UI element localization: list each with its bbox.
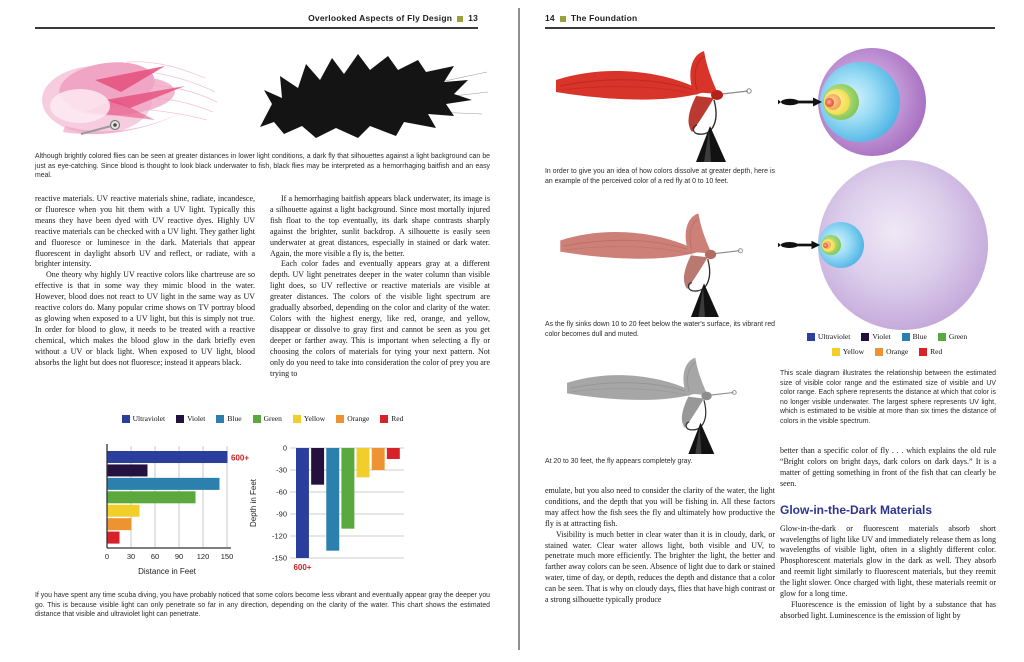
- page-right: [530, 0, 1024, 662]
- red-visibility-sphere: [825, 98, 834, 107]
- svg-text:-90: -90: [276, 509, 287, 519]
- right-header-title: The Foundation: [570, 13, 638, 23]
- gray-fly-20-30ft-caption: At 20 to 30 feet, the fly appears completely gray.: [545, 458, 693, 465]
- legend-item-ultraviolet: [122, 414, 166, 423]
- square-bullet-icon: [457, 16, 463, 22]
- legend-item-blue: [902, 332, 927, 341]
- black-fly-image: [240, 42, 490, 148]
- svg-text:150: 150: [220, 552, 234, 561]
- legend-item-yellow: [832, 347, 864, 356]
- left-page-column-1: [35, 194, 255, 379]
- right-page-column-2: [780, 446, 996, 622]
- svg-text:120: 120: [196, 552, 210, 561]
- legend-swatch-icon: [176, 415, 184, 423]
- fish-arrow-icon: [778, 238, 822, 252]
- svg-text:-30: -30: [276, 465, 287, 475]
- svg-text:600+: 600+: [293, 563, 312, 572]
- legend-item-green: [253, 414, 282, 423]
- legend-label: Red: [391, 414, 404, 423]
- paragraph: reactive materials. UV reactive materials shine, radiate, incandesce, or fluoresce when you hit them with a UV light. Typically this means they have been dyed with UV reactive dyes. Highly UV reactive materials can be checked with a UV light. They gather light and fluoresce or luminesce in the dark. Materials that appear fluorescent in daylight absorb UV and reflect, or radiate, with a brighter intensity.: [35, 194, 255, 269]
- legend-label: Violet: [187, 414, 206, 423]
- svg-text:90: 90: [174, 552, 184, 561]
- chart-caption: If you have spent any time scuba diving, you have probably noticed that some colors become less vibrant and eventually appear gray the deeper you go. This is because visible light can only penetrate so far in any direction, depending on the clarity of the water. This chart shows the estimated distance that visible and ultraviolet light can penetrate.: [35, 592, 490, 619]
- paragraph: Fluorescence is the emission of light by a substance that has absorbed light. Luminescence is the emission of light by: [780, 599, 996, 620]
- left-page-header: [35, 13, 478, 29]
- svg-text:Depth in Feet: Depth in Feet: [249, 478, 258, 528]
- red-fly-10-20ft-caption: As the fly sinks down 10 to 20 feet below the water's surface, its vibrant red color becomes dull and muted.: [545, 321, 775, 338]
- svg-text:Distance in Feet: Distance in Feet: [138, 567, 196, 576]
- svg-text:0: 0: [104, 552, 110, 561]
- svg-text:0: 0: [282, 443, 287, 453]
- red-fly-0-10ft-image: [550, 42, 765, 162]
- svg-text:60: 60: [150, 552, 160, 561]
- right-page-header: [545, 13, 995, 29]
- paragraph: Visibility is much better in clear water than it is in cloudy, dark, or stained water. Clear water allows light, both visible and UV, to penetrate much more efficiently. The brighter the light, the better and farther away colors can be seen. Absence of light due to dark or stained water, time of day, or depth, reduces the depth and distance that a color can be seen. That is why on cloudy days, flies that have high contrast or a strong silhouette typically produce: [545, 529, 776, 605]
- legend-swatch-icon: [902, 333, 910, 341]
- right-page-number: 14: [545, 13, 555, 23]
- left-page-number: 13: [468, 13, 478, 23]
- legend-item-violet: [176, 414, 205, 423]
- svg-text:600+: 600+: [231, 453, 250, 463]
- left-page-column-2: [270, 194, 490, 379]
- depth-bar-chart: [246, 440, 424, 587]
- red-fly-0-10ft-caption: In order to give you an idea of how colors dissolve at greater depth, here is an example of the perceived color of a red fly at 0 to 10 feet.: [545, 168, 775, 185]
- legend-swatch-icon: [832, 348, 840, 356]
- sphere-diagram-caption: This scale diagram illustrates the relationship between the estimated size of visible color range and the estimated size of visible and UV color range. Each sphere represents the distance at which that color is no longer visible underwater. The largest sphere represents UV light, which is estimated to be visible at more than six times the distance of colors in the visible spectrum.: [780, 370, 996, 425]
- legend-swatch-icon: [807, 333, 815, 341]
- paragraph: Each color fades and eventually appears gray at a different depth. UV light penetrates deeper in the water column than visible light does, so UV reflective or reactive materials are visible at greater distances. The colors of the visible light spectrum are gradually absorbed, depending on the color and clarity of the water. Colors with the highest energy, like red, orange, and yellow, disappear or dissolve to gray first and cannot be seen as you get deeper or farther away. This is important when selecting a fly or choosing the colors of materials for tying your next pattern. Not only do you need to take into consideration the color of prey you are trying to: [270, 259, 490, 378]
- right-page-column-1: [545, 486, 775, 606]
- legend-item-blue: [216, 414, 241, 423]
- legend-swatch-icon: [861, 333, 869, 341]
- sphere-scale-diagram: [778, 40, 1000, 332]
- svg-text:30: 30: [126, 552, 136, 561]
- legend-label: Yellow: [842, 347, 865, 356]
- legend-swatch-icon: [293, 415, 301, 423]
- legend-label: Blue: [227, 414, 242, 423]
- legend-item-orange: [875, 347, 908, 356]
- legend-label: Green: [263, 414, 282, 423]
- glow-in-the-dark-heading: Glow-in-the-Dark Materials: [780, 502, 933, 517]
- legend-swatch-icon: [380, 415, 388, 423]
- legend-item-red: [380, 414, 403, 423]
- legend-item-green: [938, 332, 967, 341]
- left-header-title: Overlooked Aspects of Fly Design: [308, 13, 453, 23]
- legend-label: Red: [930, 347, 943, 356]
- legend-label: Ultraviolet: [817, 332, 851, 341]
- page-divider: [518, 8, 520, 650]
- paragraph: better than a specific color of fly . . . which explains the old rule “Bright colors on bright days, dark colors on dark days.” It is a matter of getting something in front of the fish that can clearly be seen.: [780, 446, 996, 488]
- legend-label: Orange: [886, 347, 909, 356]
- legend-item-ultraviolet: [807, 332, 851, 341]
- black-fly-silhouette: [260, 54, 472, 138]
- chart-legend: [35, 414, 490, 423]
- red-fly-10-20ft-image: [550, 205, 760, 317]
- legend-item-yellow: [293, 414, 325, 423]
- legend-swatch-icon: [122, 415, 130, 423]
- legend-swatch-icon: [253, 415, 261, 423]
- legend-swatch-icon: [875, 348, 883, 356]
- legend-label: Ultraviolet: [132, 414, 166, 423]
- square-bullet-icon: [560, 16, 566, 22]
- red-sphere-small: [823, 243, 828, 248]
- legend-swatch-icon: [336, 415, 344, 423]
- paragraph: If a hemorrhaging baitfish appears black underwater, its image is a silhouette against a light background. Since most mortally injured fish float to the top eventually, its dark shape contrasts sharply against the brighter, sunlit backdrop. A silhouette is easily seen underwater at great distances, especially in stained or dark water. Again, the more visible a fly is, the better.: [270, 194, 490, 258]
- pink-fly-image: [35, 40, 220, 152]
- svg-text:-60: -60: [276, 487, 287, 497]
- svg-text:-150: -150: [271, 553, 287, 563]
- sphere-diagram-legend: [778, 332, 996, 356]
- legend-swatch-icon: [216, 415, 224, 423]
- svg-text:-120: -120: [271, 531, 287, 541]
- fish-arrow-icon: [778, 95, 824, 109]
- paragraph: One theory why highly UV reactive colors like chartreuse are so effective is that in some way they mimic blood in the water. However, blood does not react to UV light in the same way as UV reactive colors do. Many popular crime shows on TV portray blood as glowing when exposed to a UV light, but this is simply not true. In order for blood to glow, it needs to be treated with a reactive chemical, which makes the blood glow in the dark briefly even without a UV or black light. When exposed to UV light, blood absorbs the light but does not fluoresce; instead it appears black.: [35, 270, 255, 367]
- legend-label: Blue: [912, 332, 927, 341]
- legend-item-red: [919, 347, 942, 356]
- legend-swatch-icon: [938, 333, 946, 341]
- legend-swatch-icon: [919, 348, 927, 356]
- legend-label: Orange: [347, 414, 370, 423]
- flies-figure-caption: Although brightly colored flies can be seen at greater distances in lower light conditions, a dark fly that silhouettes against a light background can be just as eye-catching. Since blood is thought to look black underwater to fish, black flies may be interpreted as a hemorrhaging baitfish and an easy meal.: [35, 153, 490, 180]
- gray-fly-20-30ft-image: [555, 350, 755, 454]
- legend-item-violet: [861, 332, 890, 341]
- legend-item-orange: [336, 414, 369, 423]
- paragraph: emulate, but you also need to consider the clarity of the water, the light conditions, and the depth that you will be fishing in. All these factors may affect how the fish sees the fly and ultimately how productive the fly is at attracting fish.: [545, 486, 775, 528]
- legend-label: Yellow: [303, 414, 326, 423]
- legend-label: Green: [948, 332, 968, 341]
- legend-label: Violet: [872, 332, 891, 341]
- paragraph: Glow-in-the-dark or fluorescent materials absorb short wavelengths of light like UV and immediately release them as long wavelengths of visible light, often in a slightly different color. Phosphorescent materials glow in the dark as well. They absorb and reemit light similarly to fluorescent materials, but they reemit the light slower. Once charged with light, these materials reemit or glow for a long time.: [780, 523, 996, 599]
